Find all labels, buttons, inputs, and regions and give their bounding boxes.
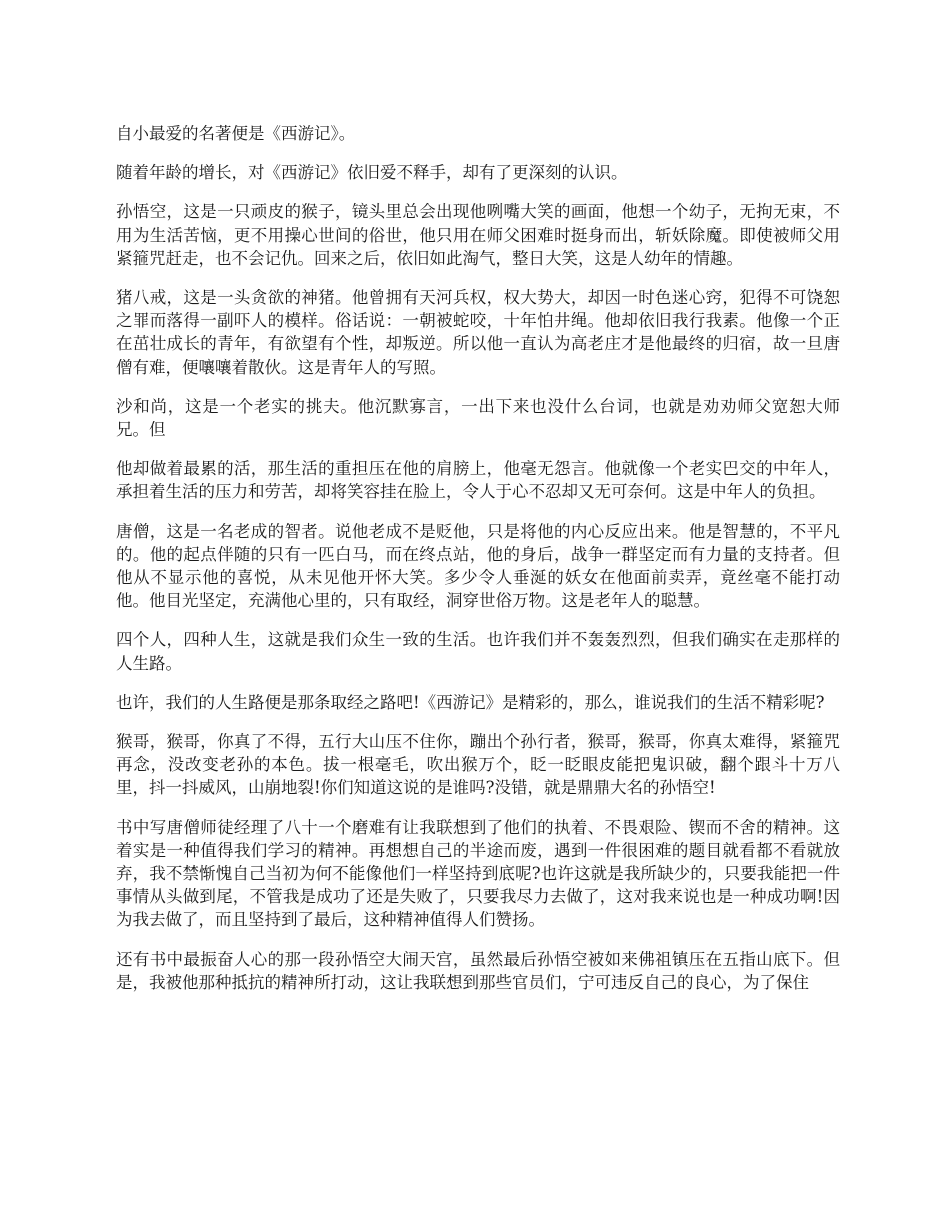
paragraph-zhu-bajie: 猪八戒，这是一头贪欲的神猪。他曾拥有天河兵权，权大势大，却因一时色迷心窍，犯得不可饶恕之罪而落得一副吓人的模样。俗话说：一朝被蛇咬，十年怕井绳。他却依旧我行我素。他像一个正在茁壮成长的青年，有欲望有个性，却叛逆。所以他一直认为高老庄才是他最终的归宿，故一旦唐僧有难，便嚷嚷着散伙。这是青年人的写照。 [116,288,840,377]
paragraph-sha-heshang-continued: 他却做着最累的活，那生活的重担压在他的肩膀上，他毫无怨言。他就像一个老实巴交的中年人，承担着生活的压力和劳苦，却将笑容挂在脸上，令人于心不忍却又无可奈何。这是中年人的负担。 [116,459,840,502]
document-body [116,122,840,1010]
paragraph-monkey-song: 猴哥，猴哥，你真了不得，五行大山压不住你，蹦出个孙行者，猴哥，猴哥，你真太难得，紧箍咒再念，没改变老孙的本色。拔一根毫毛，吹出猴万个，眨一眨眼皮能把鬼识破，翻个跟斗十万八里，抖一抖威风，山崩地裂!你们知道这说的是谁吗?没错，就是鼎鼎大名的孙悟空! [116,732,840,798]
paragraph-sha-heshang: 沙和尚，这是一个老实的挑夫。他沉默寡言，一出下来也没什么台词，也就是劝劝师父宽恕大师兄。但 [116,396,840,440]
paragraph-life-journey: 也许，我们的人生路便是那条取经之路吧!《西游记》是精彩的，那么，谁说我们的生活不精彩呢? [116,692,825,712]
paragraph-tang-seng: 唐僧，这是一名老成的智者。说他老成不是贬他，只是将他的内心反应出来。他是智慧的，不平凡的。他的起点伴随的只有一匹白马，而在终点站，他的身后，战争一群坚定而有力量的支持者。但他从不显示他的喜悦，从未见他开怀大笑。多少令人垂涎的妖女在他面前卖弄，竟丝毫不能打动他。他目光坚定，充满他心里的，只有取经，洞穿世俗万物。这是老年人的聪慧。 [116,521,840,611]
paragraph-four-lives: 四个人，四种人生，这就是我们众生一致的生活。也许我们并不轰轰烈烈，但我们确实在走那样的人生路。 [116,630,840,673]
paragraph-perseverance: 书中写唐僧师徒经理了八十一个磨难有让我联想到了他们的执着、不畏艰险、锲而不舍的精神。这着实是一种值得我们学习的精神。再想想自己的半途而废，遇到一件很困难的题目就看都不看就放弃，我不禁惭愧自己当初为何不能像他们一样坚持到底呢?也许这就是我所缺少的，只要我能把一件事情从头做到尾，不管我是成功了还是失败了，只要我尽力去做了，这对我来说也是一种成功啊!因为我去做了，而且坚持到了最后，这种精神值得人们赞扬。 [116,817,840,930]
paragraph-intro: 自小最爱的名著便是《西游记》。 [116,124,356,143]
paragraph-sun-wukong: 孙悟空，这是一只顽皮的猴子，镜头里总会出现他咧嘴大笑的画面，他想一个幼子，无拘无束，不用为生活苦恼，更不用操心世间的俗世，他只用在师父困难时挺身而出，斩妖除魔。即使被师父用紧箍咒赶走，也不会记仇。回来之后，依旧如此淘气，整日大笑，这是人幼年的情趣。 [116,202,840,268]
paragraph-havoc-in-heaven: 还有书中最振奋人心的那一段孙悟空大闹天宫，虽然最后孙悟空被如来佛祖镇压在五指山底下。但是，我被他那种抵抗的精神所打动，这让我联想到那些官员们，宁可违反自己的良心，为了保住 [116,949,840,992]
paragraph-growing-understanding: 随着年龄的增长，对《西游记》依旧爱不释手，却有了更深刻的认识。 [116,163,628,183]
